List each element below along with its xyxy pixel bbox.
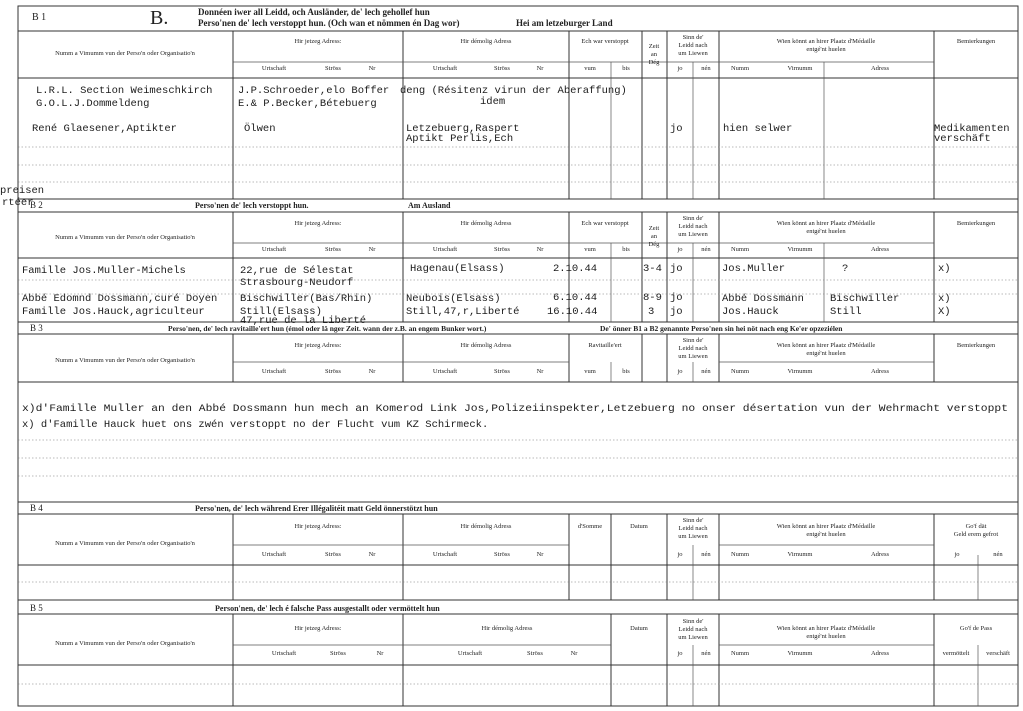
section-b5-label: B 5 (30, 603, 43, 613)
col-mediated: vermöttelt (942, 650, 970, 657)
sub-locality: Urtschaft (432, 65, 458, 72)
section-b3-label: B 3 (30, 323, 43, 333)
col-hidden: Ech war verstoppt (581, 38, 629, 45)
b2-row3-m-first: Still (830, 306, 862, 318)
b2-row3-current: Still(Elsass) (240, 306, 322, 318)
header-title-line2: Perso'nen de' lech verstoppt hun. (Och wan et nömmen én Dag wor) (198, 18, 460, 28)
col-date: Datum (630, 523, 648, 530)
sub-street: Ströss (494, 246, 510, 253)
sub-street: Ströss (325, 65, 341, 72)
col-suffer-3: um Liewen (678, 231, 708, 238)
col-medal-2: entgé'nt huelen (806, 228, 846, 235)
b4-section-header (30, 503, 438, 513)
b2-title: Perso'nen de' lech verstoppt hun. (195, 201, 309, 210)
b2-row2-from: 6.10.44 (553, 292, 598, 304)
b2-row1-from: 2.10.44 (553, 263, 598, 275)
sub-nr: Nr (536, 65, 544, 72)
b1-row2-name: G.O.L.J.Dommeldeng (36, 98, 150, 110)
sub-nr: Nr (376, 650, 384, 657)
col-remarks: Bemierkungen (956, 342, 996, 349)
b2-row2-days: 8-9 (643, 292, 662, 304)
col-yes: jo (677, 650, 683, 657)
col-current-address: Hir jetzeg Adress: (294, 625, 342, 632)
b2-row2-remark: x) (938, 293, 951, 305)
section-b4-label: B 4 (30, 503, 43, 513)
b2-row3-from: 16.10.44 (547, 306, 598, 318)
col-remarks: Bemierkungen (956, 38, 996, 45)
b2-row1-m-addr: ? (842, 263, 849, 275)
b2-row2-suffer: jo (670, 292, 683, 304)
col-time-3: Dég (648, 59, 660, 66)
b3-entries (22, 403, 1008, 431)
col-sum: d'Somme (577, 523, 603, 530)
b5-column-headers (55, 618, 1010, 657)
sub-nr: Nr (368, 65, 376, 72)
b1-row1-name: L.R.L. Section Weimeschkirch (36, 85, 213, 97)
b2-row1-days: 3-4 (643, 263, 662, 275)
b3-column-headers (55, 337, 996, 375)
sub-m-name: Numm (730, 246, 750, 253)
b1-row1-former: deng (Résitenz virun der Aberaffung) (400, 85, 627, 97)
sub-street: Ströss (527, 650, 543, 657)
margin-note-1: preisen (0, 185, 45, 197)
b2-row3-current-extra: 47,rue de la Liberté (240, 315, 367, 327)
col-current-address: Hir jetzeg Adress: (294, 38, 342, 45)
sub-from: vum (584, 246, 596, 253)
col-name: Numm a Vimumm vun der Perso'n oder Organisatio'n (55, 357, 195, 364)
b5-title: Person'nen, de' lech é falsche Pass ausgestallt oder vermöttelt hun (215, 604, 440, 613)
b2-row2-former: Neubois(Elsass) (406, 293, 501, 305)
sub-street: Ströss (494, 551, 510, 558)
b1-row2-former: idem (480, 96, 506, 108)
b1-row3-suffer: jo (670, 123, 683, 135)
b2-row3-suffer: jo (670, 306, 683, 318)
b3-note: De' önner B1 a B2 genannte Perso'nen sin hei nöt nach eng Ke'er opzeziélen (600, 324, 843, 333)
sub-street: Ströss (494, 65, 510, 72)
col-suffer-1: Sinn de' (682, 34, 704, 41)
b1-row2-current: E.& P.Becker,Bétebuerg (238, 98, 377, 110)
col-former-address: Hir démolig Adress (460, 523, 512, 530)
col-medal-2: entgé'nt huelen (806, 633, 846, 640)
col-suffer-1: Sinn de' (682, 215, 704, 222)
sub-m-addr: Adress (870, 246, 890, 253)
sub-nr: Nr (536, 368, 544, 375)
col-suffer-2: Leidd nach (678, 345, 708, 352)
sub-nr: Nr (368, 551, 376, 558)
b3-text-line2: x) d'Famille Hauck huet ons zwén verstoppt no der Flucht vum KZ Schirmeck. (22, 419, 489, 431)
col-yes: jo (677, 368, 683, 375)
col-no: nén (701, 551, 711, 558)
b1-row3-former2: Aptikt Perlis,Ech (406, 133, 514, 145)
col-suffer-3: um Liewen (678, 50, 708, 57)
b1-row3-medal: hien selwer (723, 123, 793, 135)
b2-row3-m-name: Jos.Hauck (722, 306, 779, 318)
col-current-address: Hir jetzeg Adress: (294, 220, 342, 227)
col-former-address: Hir démolig Adress (460, 38, 512, 45)
b1-row3-remark1: Medikamenten (934, 123, 1010, 135)
col-supplied: Ravitaille'ert (588, 342, 622, 349)
col-suffer-1: Sinn de' (682, 337, 704, 344)
sub-m-first: Virnumm (787, 65, 813, 72)
b3-title: Perso'nen, de' lech ravitaille'ert hun (émol oder lä nger Zeit. wann der z.B. an engem Bunker wort.) (168, 324, 487, 333)
sub-m-addr: Adress (870, 368, 890, 375)
col-name: Numm a Vimumm vun der Perso'n oder Organisatio'n (55, 540, 195, 547)
form-grid (18, 6, 1018, 706)
sub-street: Ströss (325, 551, 341, 558)
sub-locality: Urtschaft (432, 551, 458, 558)
b2-row1-name: Famille Jos.Muller-Michels (22, 265, 186, 277)
sub-nr: Nr (570, 650, 578, 657)
sub-locality: Urtschaft (271, 650, 297, 657)
b5-section-header (30, 603, 440, 613)
b1-row1-current: J.P.Schroeder,elo Boffer (238, 85, 390, 97)
section-b2-label: B 2 (30, 200, 43, 210)
col-name: Numm a Vimumm vun der Perso'n oder Organisatio'n (55, 50, 195, 57)
sub-m-name: Numm (730, 650, 750, 657)
sub-m-name: Numm (730, 65, 750, 72)
sub-street: Ströss (494, 368, 510, 375)
sub-until: bis (622, 65, 630, 72)
col-medal-2: entgé'nt huelen (806, 46, 846, 53)
sub-locality: Urtschaft (432, 368, 458, 375)
col-suffer-2: Leidd nach (678, 223, 708, 230)
b1-row3-current: Ölwen (244, 123, 276, 135)
col-current-address: Hir jetzeg Adress: (294, 523, 342, 530)
section-b1-label: B 1 (32, 12, 47, 23)
col-suffer-2: Leidd nach (678, 42, 708, 49)
b2-row1-remark: x) (938, 263, 951, 275)
col-suffer-2: Leidd nach (678, 626, 708, 633)
col-medal-1: Wien könnt an hirer Plaatz d'Médaille (776, 625, 876, 632)
col-medal-1: Wien könnt an hirer Plaatz d'Médaille (776, 523, 876, 530)
sub-m-first: Virnumm (787, 551, 813, 558)
col-yes: jo (677, 551, 683, 558)
sub-nr: Nr (368, 246, 376, 253)
col-yes: jo (677, 246, 683, 253)
sub-m-addr: Adress (870, 650, 890, 657)
margin-note-2: rtéer (2, 197, 34, 209)
b2-section-header (30, 200, 451, 210)
col-suffer-1: Sinn de' (682, 517, 704, 524)
col-refund-2: Geld erem gefrot (953, 531, 999, 538)
col-yes: jo (954, 551, 960, 558)
sub-locality: Urtschaft (261, 551, 287, 558)
b2-region: Am Ausland (408, 201, 451, 210)
b2-row3-remark: X) (938, 306, 951, 318)
col-no: nén (993, 551, 1003, 558)
col-medal-1: Wien könnt an hirer Plaatz d'Médaille (776, 342, 876, 349)
sub-nr: Nr (536, 551, 544, 558)
b2-row2-name: Abbé Edomnd Dossmann,curé Doyen (22, 293, 218, 305)
col-name: Numm a Vimumm vun der Perso'n oder Organisatio'n (55, 234, 195, 241)
b2-row3-former: Still,47,r,Liberté (406, 306, 520, 318)
b2-row3-days: 3 (648, 306, 655, 318)
sub-locality: Urtschaft (261, 65, 287, 72)
sub-nr: Nr (368, 368, 376, 375)
b1-column-headers (55, 34, 996, 72)
col-former-address: Hir démolig Adress (460, 220, 512, 227)
sub-locality: Urtschaft (432, 246, 458, 253)
col-remarks: Bemierkungen (956, 220, 996, 227)
col-name: Numm a Vimumm vun der Perso'n oder Organisatio'n (55, 640, 195, 647)
b2-row2-m-name: Abbé Dossmann (722, 293, 804, 305)
sub-locality: Urtschaft (261, 368, 287, 375)
sub-until: bis (622, 368, 630, 375)
sub-locality: Urtschaft (261, 246, 287, 253)
col-issued: verschäft (986, 650, 1010, 657)
b4-column-headers (55, 517, 1003, 558)
b1-row3-remark2: verschäft (934, 133, 991, 145)
sub-street: Ströss (325, 368, 341, 375)
form-letter: B. (150, 7, 169, 29)
col-suffer-3: um Liewen (678, 353, 708, 360)
col-suffer-2: Leidd nach (678, 525, 708, 532)
sub-m-first: Virnumm (787, 368, 813, 375)
col-medal-1: Wien könnt an hirer Plaatz d'Médaille (776, 38, 876, 45)
col-former-address: Hir démolig Adress (481, 625, 533, 632)
b2-column-headers (55, 215, 996, 253)
col-current-address: Hir jetzeg Adress: (294, 342, 342, 349)
col-refund-1: Go'f dät (965, 523, 987, 530)
col-no: nén (701, 368, 711, 375)
b2-row2-m-first: Bischwiller (830, 293, 900, 305)
col-former-address: Hir démolig Adress (460, 342, 512, 349)
col-no: nén (701, 246, 711, 253)
col-time-2: an (650, 233, 658, 240)
header-title-line1: Donnéen iwer all Leidd, och Ausländer, de' lech gehollef hun (198, 7, 430, 17)
b4-title: Perso'nen, de' lech während Erer Illégalitéit matt Geld önnerstötzt hun (195, 504, 438, 513)
col-hidden: Ech war verstoppt (581, 220, 629, 227)
b1-row3-name: René Glaesener,Aptikter (32, 123, 177, 135)
col-date: Datum (630, 625, 648, 632)
col-time-1: Zeit (648, 225, 660, 232)
b3-section-header (30, 323, 843, 333)
sub-from: vum (584, 65, 596, 72)
sub-m-addr: Adress (870, 551, 890, 558)
sub-nr: Nr (536, 246, 544, 253)
col-suffer-3: um Liewen (678, 634, 708, 641)
col-time-1: Zeit (648, 43, 660, 50)
b2-row1-current1: 22,rue de Sélestat (240, 265, 354, 277)
sub-from: vum (584, 368, 596, 375)
col-yes: jo (677, 65, 683, 72)
sub-m-name: Numm (730, 368, 750, 375)
col-medal-2: entgé'nt huelen (806, 531, 846, 538)
sub-m-name: Numm (730, 551, 750, 558)
b2-row1-suffer: jo (670, 263, 683, 275)
sub-m-first: Virnumm (787, 246, 813, 253)
col-time-3: Dég (648, 241, 660, 248)
b1-row3-former: Letzebuerg,Raspert (406, 123, 520, 135)
sub-locality: Urtschaft (457, 650, 483, 657)
b3-text-line1: x)d'Famille Muller an den Abbé Dossmann hun mech an Komerod Link Jos,Polizeiinspekter,Letzebuerg no onser désertation vun der Wehrmacht verstoppt (22, 403, 1008, 415)
col-medal-1: Wien könnt an hirer Plaatz d'Médaille (776, 220, 876, 227)
b1-entries (32, 85, 1010, 145)
b2-row1-current2: Strasbourg-Neudorf (240, 277, 354, 289)
col-no: nén (701, 650, 711, 657)
b2-entries (22, 263, 951, 327)
sub-m-first: Virnumm (787, 650, 813, 657)
sub-street: Ströss (325, 246, 341, 253)
b2-row3-name: Famille Jos.Hauck,agriculteur (22, 306, 205, 318)
col-time-2: an (650, 51, 658, 58)
col-medal-2: entgé'nt huelen (806, 350, 846, 357)
b2-row1-former: Hagenau(Elsass) (410, 263, 505, 275)
col-suffer-3: um Liewen (678, 533, 708, 540)
b2-row2-current: Bischwiller(Bas/Rhin) (240, 293, 373, 305)
sub-m-addr: Adress (870, 65, 890, 72)
b2-row1-m-name: Jos.Muller (722, 263, 786, 275)
sub-until: bis (622, 246, 630, 253)
col-pass: Go'f de Pass (959, 625, 993, 632)
col-suffer-1: Sinn de' (682, 618, 704, 625)
col-no: nén (701, 65, 711, 72)
sub-street: Ströss (330, 650, 346, 657)
header-region: Hei am letzeburger Land (516, 18, 613, 28)
